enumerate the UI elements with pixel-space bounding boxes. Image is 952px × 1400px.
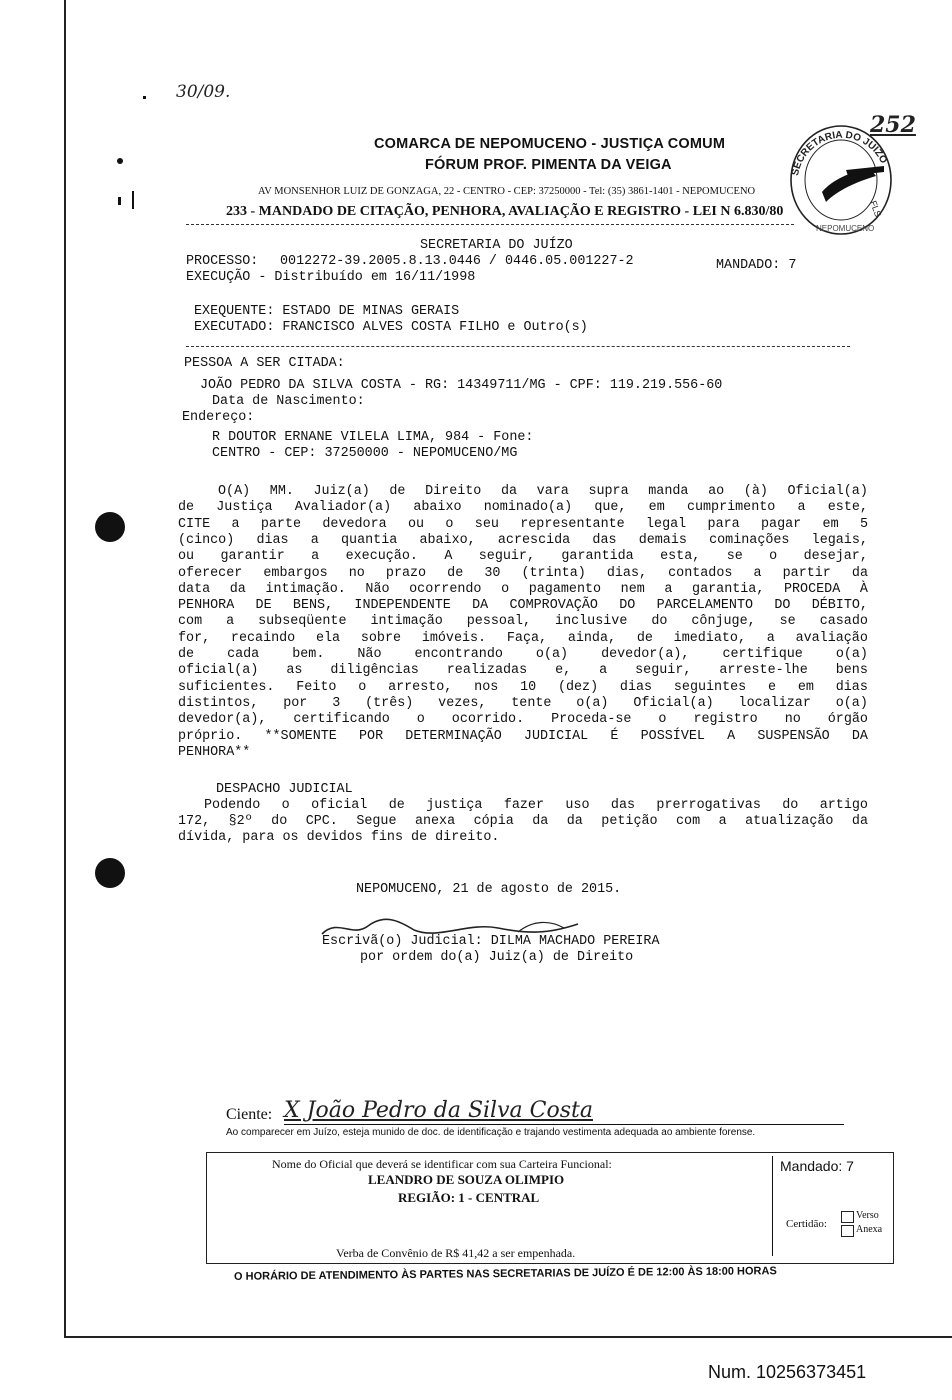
body-word: o <box>358 679 367 695</box>
body-word: embargos <box>263 565 328 581</box>
body-word: garantia, <box>692 581 765 597</box>
body-word: dias <box>835 679 868 695</box>
escriva-signature-icon <box>318 914 658 942</box>
body-word: oficial(a) <box>178 663 259 679</box>
body-word: PARCELAMENTO <box>656 598 754 614</box>
stamp-bottom-text: NEPOMUCENO <box>816 224 875 233</box>
body-word: com <box>676 814 701 829</box>
certidao-label: Certidão: <box>786 1218 827 1230</box>
body-word: de <box>388 798 405 813</box>
body-word: O(A) <box>218 484 251 499</box>
body-line <box>178 517 868 532</box>
body-word: (à) <box>743 484 768 499</box>
body-word: demais <box>638 532 687 548</box>
body-word: suficientes. <box>178 679 275 695</box>
body-line <box>178 549 868 564</box>
body-word: data <box>178 581 211 597</box>
body-word: Juiz(a) <box>313 484 370 499</box>
body-word: a <box>766 630 775 646</box>
body-word: encontrando <box>414 647 503 662</box>
body-word: em <box>797 679 814 695</box>
body-word: pagamento <box>528 581 602 597</box>
despacho-line2 <box>178 814 868 829</box>
body-word: Oficial(a) <box>787 484 868 499</box>
body-word: subseqüente <box>258 614 347 630</box>
body-word: o <box>769 549 778 565</box>
body-word: (trinta) <box>521 565 586 581</box>
body-line: PENHORA** <box>178 744 251 760</box>
closing-date: NEPOMUCENO, 21 de agosto de 2015. <box>356 882 622 897</box>
body-word: da <box>500 484 518 499</box>
footer-notice: O HORÁRIO DE ATENDIMENTO ÀS PARTES NAS SECRETARIAS DE JUÍZO É DE 12:00 ÀS 18:00 HORAS <box>233 1265 777 1283</box>
body-word: cada <box>227 647 260 662</box>
body-word: Avaliador(a) <box>294 500 392 516</box>
body-word: JUDICIAL <box>523 728 589 744</box>
body-word: de <box>447 565 464 581</box>
despacho-line3: dívida, para os devidos fins de direito. <box>178 830 500 845</box>
body-word: POR <box>359 728 384 744</box>
body-word: vara <box>536 484 569 499</box>
body-word: em <box>822 516 839 532</box>
body-word: a <box>310 532 319 548</box>
body-word: do <box>782 798 799 813</box>
body-word: justiça <box>426 798 483 813</box>
body-word: 3 <box>332 695 341 711</box>
punch-hole-icon <box>95 858 125 888</box>
body-word: registro <box>693 712 758 728</box>
body-word: BENS, <box>292 598 334 614</box>
body-word: Não <box>357 647 382 662</box>
nascimento-label: Data de Nascimento: <box>212 394 365 409</box>
body-word: oficial <box>311 798 368 813</box>
forum-name: FÓRUM PROF. PIMENTA DA VEIGA <box>425 157 672 173</box>
body-word: DA <box>472 598 489 614</box>
pessoa-label: PESSOA A SER CITADA: <box>184 356 345 371</box>
body-word: de <box>389 484 406 499</box>
body-word: À <box>859 581 868 597</box>
margin-mark-icon <box>143 96 146 99</box>
oficial-instruction: Nome do Oficial que deverá se identificar com sua Carteira Funcional: <box>272 1157 612 1171</box>
body-word: abaixo, <box>419 532 476 548</box>
anexa-checkbox[interactable] <box>841 1225 854 1237</box>
body-word: cópia <box>473 814 514 829</box>
body-word: da <box>851 565 868 581</box>
body-word: garantir <box>220 549 285 565</box>
body-word: por <box>283 695 308 711</box>
body-word: certificando <box>293 712 390 728</box>
mandado-number-label: MANDADO: 7 <box>716 258 797 273</box>
body-word: das <box>592 532 617 548</box>
oficial-regiao: REGIÃO: 1 - CENTRAL <box>398 1190 540 1205</box>
body-word: esta, <box>660 549 701 565</box>
body-word: INDEPENDENTE <box>354 598 451 614</box>
body-word: diligências <box>330 663 419 679</box>
body-word: legais, <box>811 532 868 548</box>
body-word: o(a) <box>835 647 868 662</box>
body-word: CITE <box>178 516 211 532</box>
body-word: da <box>229 581 246 597</box>
body-word: vezes, <box>438 695 487 711</box>
body-word: imediato, <box>673 630 746 646</box>
body-word: DE <box>255 598 272 614</box>
case-separator <box>186 346 850 347</box>
body-word: 30 <box>484 565 501 581</box>
body-word: tente <box>511 695 552 711</box>
body-line <box>178 533 868 548</box>
body-word: bem. <box>292 647 325 662</box>
body-word: ocorrido. <box>451 712 525 728</box>
signature-line <box>284 1124 844 1125</box>
body-word: sobre <box>360 630 402 646</box>
body-word: o <box>445 516 454 532</box>
body-word: seu <box>474 516 499 532</box>
body-line <box>178 647 868 662</box>
body-word: Segue <box>356 814 397 829</box>
body-word: partir <box>782 565 831 581</box>
body-word: Direito <box>425 484 482 499</box>
body-word: no <box>348 565 365 581</box>
court-address: AV MONSENHOR LUIZ DE GONZAGA, 22 - CENTRO - CEP: 37250000 - Tel: (35) 3861-1401 - NEPOMUCENO <box>258 186 756 197</box>
body-word: nominado(a) <box>483 500 573 516</box>
body-line <box>178 680 868 695</box>
body-word: próprio. <box>178 728 243 744</box>
processo-label: PROCESSO: <box>186 254 259 269</box>
body-word: Feito <box>296 679 337 695</box>
body-word: certifique <box>722 647 803 662</box>
body-word: artigo <box>819 798 868 813</box>
body-word: de <box>178 500 195 516</box>
body-word: avaliação <box>795 630 868 646</box>
stamp-side-text: FLS <box>868 199 884 219</box>
body-word: Não <box>365 581 390 597</box>
body-word: devedor(a), <box>178 712 267 728</box>
body-word: ou <box>408 516 425 532</box>
body-word: a <box>718 814 727 829</box>
document-number: Num. 10256373451 <box>708 1362 867 1382</box>
endereco-line2: CENTRO - CEP: 37250000 - NEPOMUCENO/MG <box>212 446 518 461</box>
body-word: contados <box>668 565 733 581</box>
body-word: órgão <box>827 712 868 728</box>
body-word: no <box>784 712 801 728</box>
body-word: Podendo <box>204 798 261 813</box>
body-word: devedora <box>322 516 387 532</box>
body-word: prerrogativas <box>656 798 761 813</box>
verso-checkbox[interactable] <box>841 1211 854 1223</box>
body-word: 10 <box>520 679 537 695</box>
margin-mark-icon <box>132 191 134 209</box>
body-word: execução. <box>345 549 418 565</box>
body-word: PROCEDA <box>783 581 841 597</box>
body-word: (dez) <box>557 679 599 695</box>
body-word: ou <box>178 549 195 565</box>
body-word: o <box>658 712 667 728</box>
body-word: ao <box>708 484 725 499</box>
body-word: 5 <box>859 516 868 532</box>
body-word: a <box>599 663 608 679</box>
ciente-signature: X João Pedro da Silva Costa <box>284 1098 593 1123</box>
body-word: **SOMENTE <box>264 728 337 744</box>
body-word: para <box>707 516 740 532</box>
scan-left-border <box>64 0 66 1338</box>
body-word: POSSÍVEL <box>640 728 705 744</box>
body-word: a <box>797 500 806 516</box>
body-line <box>178 663 868 678</box>
body-line <box>178 598 868 613</box>
body-word: oferecer <box>178 565 243 581</box>
escriva-line: Escrivã(o) Judicial: DILMA MACHADO PEREIRA <box>322 934 660 949</box>
body-word: recaindo <box>230 630 296 646</box>
pessoa-nome: JOÃO PEDRO DA SILVA COSTA - RG: 14349711/MG - CPF: 119.219.556-60 <box>200 378 723 393</box>
body-word: (cinco) <box>178 532 235 548</box>
despacho-title: DESPACHO JUDICIAL <box>216 782 353 797</box>
court-stamp-icon <box>784 110 896 238</box>
body-word: seguir, <box>635 663 692 679</box>
body-word: a <box>753 565 762 581</box>
body-line <box>178 614 868 629</box>
body-word: abaixo <box>413 500 462 516</box>
mandado-box-label: Mandado: 7 <box>780 1158 854 1174</box>
body-word: supra <box>588 484 629 499</box>
scan-bottom-border <box>65 1336 952 1338</box>
body-word: anexa <box>414 814 456 829</box>
body-word: o <box>281 798 290 813</box>
body-word: o <box>501 581 510 597</box>
body-word: for, <box>178 630 211 646</box>
body-word: ocorrendo <box>409 581 482 597</box>
body-word: DO <box>774 598 791 614</box>
oficial-name: LEANDRO DE SOUZA OLIMPIO <box>368 1172 565 1187</box>
body-word: legal <box>646 516 687 532</box>
exequente-line: EXEQUENTE: ESTADO DE MINAS GERAIS <box>194 304 460 319</box>
body-word: da <box>851 814 868 829</box>
body-word: manda <box>648 484 689 499</box>
header-separator <box>186 224 794 225</box>
body-word: Proceda-se <box>551 712 632 728</box>
verba-line: Verba de Convênio de R$ 41,42 a ser empenhada. <box>336 1246 576 1260</box>
body-word: a <box>231 516 240 532</box>
body-word: cumprimento <box>686 500 776 516</box>
body-word: A <box>444 549 453 565</box>
body-word: pagar <box>761 516 802 532</box>
body-word: bens <box>835 663 868 679</box>
secretaria-label: SECRETARIA DO JUÍZO <box>420 238 573 253</box>
body-word: da <box>566 814 583 829</box>
body-word: dias <box>256 532 289 548</box>
body-line <box>178 696 868 711</box>
ciente-instruction: Ao comparecer em Juízo, esteja munido de doc. de identificação e trajando vestimenta adequada ao ambiente forense. <box>226 1127 756 1138</box>
body-word: a <box>311 549 320 565</box>
body-word: seguir, <box>478 549 535 565</box>
body-word: do <box>651 614 668 630</box>
body-line <box>178 712 868 727</box>
body-word: PENHORA <box>178 598 235 614</box>
body-word: DO <box>619 598 636 614</box>
body-word: nos <box>474 679 499 695</box>
body-word: a <box>664 581 673 597</box>
body-word: intimação <box>370 614 443 630</box>
body-line <box>178 566 868 581</box>
por-ordem-line: por ordem do(a) Juiz(a) de Direito <box>360 950 634 965</box>
body-word: se <box>726 549 743 565</box>
endereco-line1: R DOUTOR ERNANE VILELA LIMA, 984 - Fone: <box>212 430 534 445</box>
body-word: nem <box>620 581 645 597</box>
body-word: (três) <box>365 695 414 711</box>
body-word: acrescida <box>497 532 571 548</box>
verso-label: Verso <box>856 1210 879 1221</box>
body-word: este, <box>827 500 868 516</box>
body-word: seguintes <box>673 679 747 695</box>
body-word: quantia <box>341 532 398 548</box>
body-word: as <box>286 663 303 679</box>
body-word: petição <box>601 814 658 829</box>
body-line <box>178 729 868 744</box>
anexa-label: Anexa <box>856 1224 883 1235</box>
body-word: dias <box>619 679 653 695</box>
body-word: COMPROVAÇÃO <box>509 598 598 614</box>
body-word: uso <box>565 798 590 813</box>
body-word: da <box>532 814 549 829</box>
body-word: CPC. <box>305 814 338 829</box>
body-word: MM. <box>269 484 294 499</box>
body-word: intimação. <box>265 581 346 597</box>
body-word: DETERMINAÇÃO <box>405 728 502 744</box>
body-word: §2º <box>228 814 253 829</box>
body-word: o(a) <box>835 695 868 711</box>
body-word: a <box>226 614 235 630</box>
oficial-box-divider <box>772 1156 773 1256</box>
body-word: das <box>610 798 636 813</box>
handwritten-page-number: 252 <box>870 112 916 138</box>
mandado-title: 233 - MANDADO DE CITAÇÃO, PENHORA, AVALIAÇÃO E REGISTRO - LEI N 6.830/80 <box>226 204 784 219</box>
court-name: COMARCA DE NEPOMUCENO - JUSTIÇA COMUM <box>374 136 726 152</box>
body-word: 172, <box>178 814 211 829</box>
punch-hole-icon <box>95 512 125 542</box>
body-line <box>218 484 868 499</box>
body-word: imóveis. <box>421 630 487 646</box>
body-word: se <box>779 614 796 630</box>
endereco-label: Endereço: <box>182 410 255 425</box>
margin-mark-icon <box>117 158 123 164</box>
body-word: ainda, <box>567 630 617 646</box>
body-word: realizadas <box>446 663 528 679</box>
body-word: atualização <box>745 814 834 829</box>
executado-line: EXECUTADO: FRANCISCO ALVES COSTA FILHO e Outro(s) <box>194 320 588 335</box>
body-word: cônjuge, <box>691 614 756 630</box>
body-word: representante <box>520 516 625 532</box>
body-word: inclusive <box>555 614 628 630</box>
body-word: Justiça <box>216 500 273 516</box>
execucao-line: EXECUÇÃO - Distribuído em 16/11/1998 <box>186 270 476 285</box>
handwritten-page-note: 30/09. <box>176 82 231 102</box>
body-line <box>178 582 868 597</box>
processo-number: 0012272-39.2005.8.13.0446 / 0446.05.001227-2 <box>280 254 634 269</box>
body-word: arresto, <box>388 679 453 695</box>
body-word: de <box>636 630 653 646</box>
margin-mark-icon <box>118 197 121 205</box>
body-word: Oficial(a) <box>633 695 714 711</box>
body-word: A <box>727 728 736 744</box>
body-word: de <box>178 647 195 662</box>
body-word: e <box>768 679 777 695</box>
stamp-ring-text: SECRETARIA DO JUÍZO <box>790 129 890 177</box>
body-word: e, <box>555 663 572 679</box>
body-word: dias, <box>606 565 648 581</box>
body-word: cominações <box>709 532 790 548</box>
body-word: desejar, <box>803 549 868 565</box>
body-word: do <box>271 814 288 829</box>
ciente-label: Ciente: <box>226 1106 273 1123</box>
body-word: Faça, <box>506 630 548 646</box>
body-word: com <box>178 614 203 630</box>
body-word: arreste-lhe <box>719 663 808 679</box>
body-word: distintos, <box>178 695 259 711</box>
body-word: que, <box>594 500 627 516</box>
body-word: ela <box>315 630 341 646</box>
body-word: casado <box>819 614 868 630</box>
body-word: parte <box>260 516 302 532</box>
body-word: o <box>416 712 425 728</box>
body-word: pessoal, <box>466 614 532 630</box>
body-word: o(a) <box>576 695 609 711</box>
body-word: fazer <box>503 798 545 813</box>
body-word: devedor(a), <box>601 647 690 662</box>
body-word: localizar <box>738 695 811 711</box>
body-word: o(a) <box>535 647 569 662</box>
body-word: DÉBITO, <box>811 598 868 614</box>
despacho-line1 <box>204 798 868 813</box>
body-line <box>178 500 868 515</box>
body-word: DA <box>851 728 868 744</box>
body-word: SUSPENSÃO <box>757 728 830 744</box>
body-line <box>178 631 868 646</box>
body-word: É <box>610 728 619 744</box>
body-word: em <box>648 500 665 516</box>
body-word: prazo <box>385 565 427 581</box>
body-word: garantida <box>561 549 634 565</box>
